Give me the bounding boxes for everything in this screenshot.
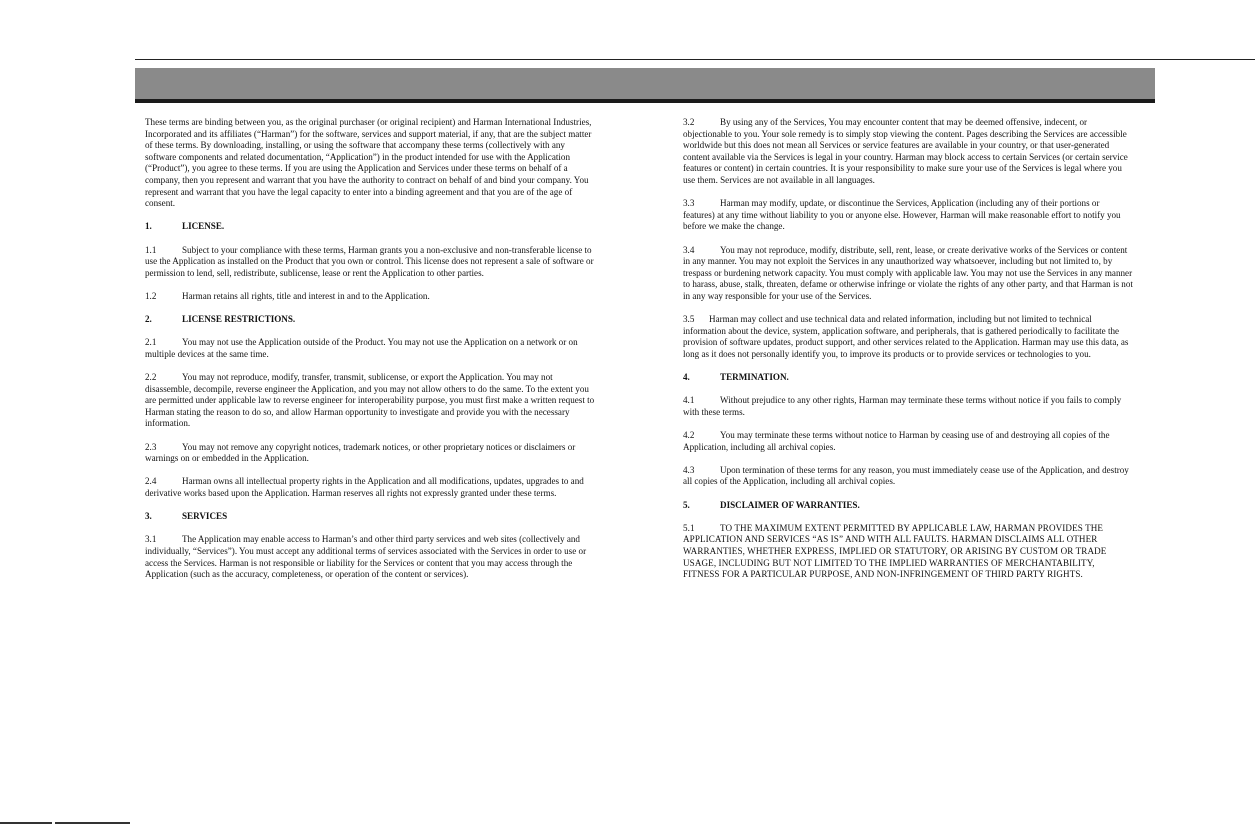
clause-5-1 xyxy=(683,523,1133,581)
clause-text: You may terminate these terms without notice to Harman by ceasing use of and destroying all copies of the Application, including all archival copies. xyxy=(683,430,1110,452)
header-band xyxy=(135,68,1155,99)
section-title: DISCLAIMER OF WARRANTIES. xyxy=(720,499,860,510)
clause-3-1 xyxy=(145,534,595,580)
clause-number: 2.1 xyxy=(145,337,157,348)
section-title: LICENSE RESTRICTIONS. xyxy=(182,314,296,325)
header-underline xyxy=(135,99,1155,103)
section-number: 1. xyxy=(145,221,152,232)
clause-number: 4.2 xyxy=(683,430,695,441)
clause-text: Harman may collect and use technical data and related information, including but not limited to technical information about the device, system, application software, and peripherals, that is gathered periodically to facilitate the provision of software updates, product support, and other services related to the Application. Harman may use this data, as long as it does not personally identify you, to improve its products or to provide services or technologies to you. xyxy=(683,314,1129,359)
clause-3-2 xyxy=(683,117,1133,187)
section-number: 5. xyxy=(683,499,690,510)
clause-number: 3.1 xyxy=(145,534,157,545)
section-number: 3. xyxy=(145,511,152,522)
clause-text: Harman owns all intellectual property rights in the Application and all modifications, updates, upgrades to and derivative works based upon the Application. Harman reserves all rights not expressly granted under these terms. xyxy=(145,476,584,498)
clause-text: Upon termination of these terms for any reason, you must immediately cease use of the Application, and destroy all copies of the Application, including all archival copies. xyxy=(683,464,1129,487)
clause-number: 2.3 xyxy=(145,441,157,452)
clause-text: Without prejudice to any other rights, Harman may terminate these terms without notice if you fails to comply with these terms. xyxy=(683,395,1122,417)
section-number: 4. xyxy=(683,372,690,383)
section-3-heading xyxy=(145,511,595,523)
section-5-heading xyxy=(683,500,1133,512)
section-1-heading xyxy=(145,221,595,233)
clause-number: 2.4 xyxy=(145,476,157,487)
left-column xyxy=(145,117,595,592)
section-2-heading xyxy=(145,314,595,326)
clause-2-1 xyxy=(145,337,595,360)
clause-number: 3.5 xyxy=(683,314,695,325)
clause-1-1 xyxy=(145,245,595,280)
right-column xyxy=(683,117,1133,592)
clause-text: You may not reproduce, modify, transfer, transmit, sublicense, or export the Application. You may not disassemble, decompile, reverse engineer the Application, and you may not allow others to do the same. To the extent you are permitted under applicable law to reverse engineer for interoperability purpose, you must first make a written request to Harman stating the reason to do so, and allow Harman opportunity to investigate and provide you with the necessary information. xyxy=(145,372,595,429)
clause-3-5 xyxy=(683,314,1133,360)
section-title: LICENSE. xyxy=(182,221,225,232)
clause-1-2 xyxy=(145,291,595,303)
section-4-heading xyxy=(683,372,1133,384)
clause-2-3 xyxy=(145,442,595,465)
clause-text: Subject to your compliance with these terms, Harman grants you a non-exclusive and non-transferable license to use the Application as installed on the Product that you own or control. This license does not represent a sale of software or permission to lend, sell, redistribute, sublicense, lease or rent the Application to other parties. xyxy=(145,244,594,278)
clause-number: 3.3 xyxy=(683,198,695,209)
clause-text: TO THE MAXIMUM EXTENT PERMITTED BY APPLICABLE LAW, HARMAN PROVIDES THE APPLICATION AND SERVICES “AS IS” AND WITH ALL FAULTS. HARMAN DISCLAIMS ALL OTHER WARRANTIES, WHETHER EXPRESS, IMPLIED OR STATUTORY, OR ARISING BY CUSTOM OR TRADE USAGE, INCLUDING BUT NOT LIMITED TO THE IMPLIED WARRANTIES OF MERCHANTABILITY, FITNESS FOR A PARTICULAR PURPOSE, AND NON-INFRINGEMENT OF THIRD PARTY RIGHTS. xyxy=(683,522,1107,580)
clause-text: You may not use the Application outside of the Product. You may not use the Application on a network or on multiple devices at the same time. xyxy=(145,337,578,359)
section-number: 2. xyxy=(145,314,152,325)
section-title: SERVICES xyxy=(182,511,228,522)
clause-2-4 xyxy=(145,476,595,499)
clause-number: 4.3 xyxy=(683,464,695,475)
clause-text: The Application may enable access to Harman’s and other third party services and web sites (collectively and individually, “Services”). You must accept any additional terms of services associated with the Services in order to use or access the Services. Harman is not responsible or liability for the Services or content that you may access through the Application (such as the accuracy, completeness, or operation of the content or services). xyxy=(145,534,587,580)
clause-3-4 xyxy=(683,245,1133,303)
clause-3-3 xyxy=(683,198,1133,233)
clause-number: 2.2 xyxy=(145,372,157,383)
clause-4-1 xyxy=(683,395,1133,418)
clause-text: You may not remove any copyright notices, trademark notices, or other proprietary notices or disclaimers or warnings on or embedded in the Application. xyxy=(145,441,576,464)
clause-text: By using any of the Services, You may encounter content that may be deemed offensive, indecent, or objectionable to you. Your sole remedy is to simply stop viewing the content. Pages describing the Services are accessible worldwide but this does not mean all Services or service features are available in your country, or that user-generated content available via the Services is legal in your country. Harman may block access to certain Services (or certain service features or content) in certain countries. It is your responsibility to make sure your use of the Services is legal where you use them. Services are not available in all languages. xyxy=(683,117,1128,185)
section-title: TERMINATION. xyxy=(720,372,789,383)
clause-4-3 xyxy=(683,465,1133,488)
clause-number: 5.1 xyxy=(683,522,695,533)
clause-number: 3.4 xyxy=(683,244,695,255)
clause-4-2 xyxy=(683,430,1133,453)
top-rule xyxy=(135,59,1255,60)
clause-number: 3.2 xyxy=(683,117,695,127)
clause-2-2 xyxy=(145,372,595,430)
clause-number: 4.1 xyxy=(683,395,695,406)
clause-number: 1.2 xyxy=(145,290,157,301)
clause-text: Harman retains all rights, title and interest in and to the Application. xyxy=(182,290,430,301)
clause-text: Harman may modify, update, or discontinue the Services, Application (including any of their portions or features) at any time without liability to you or anyone else. However, Harman will make reasonable effort to notify you before we make the change. xyxy=(683,198,1121,232)
clause-text: You may not reproduce, modify, distribute, sell, rent, lease, or create derivative works of the Services or content in any manner. You may not exploit the Services in any unauthorized way whatsoever, including but not limited to, by trespass or burdening network capacity. You must comply with applicable law. You may not use the Services in any manner to harass, abuse, stalk, threaten, defame or otherwise infringe or violate the rights of any other party, and that Harman is not in any way responsible for your use of the Services. xyxy=(683,244,1133,301)
clause-number: 1.1 xyxy=(145,244,157,255)
intro-paragraph: These terms are binding between you, as the original purchaser (or original recipient) and Harman International Industries, Incorporated and its affiliates (“Harman”) for the software, services and support material, if any, that are the subject matter of these terms. By downloading, installing, or using the software that accompany these terms (collectively with any software components and related documentation, “Application”) in the product intended for use with the Application (“Product”), you agree to these terms. If you are using the Application and Services under these terms on behalf of a company, then you represent and warrant that you have the authority to contract on behalf of and bind your company. You represent and warrant that you have the legal capacity to enter into a binding agreement and that you are of the age of consent. xyxy=(145,117,592,209)
